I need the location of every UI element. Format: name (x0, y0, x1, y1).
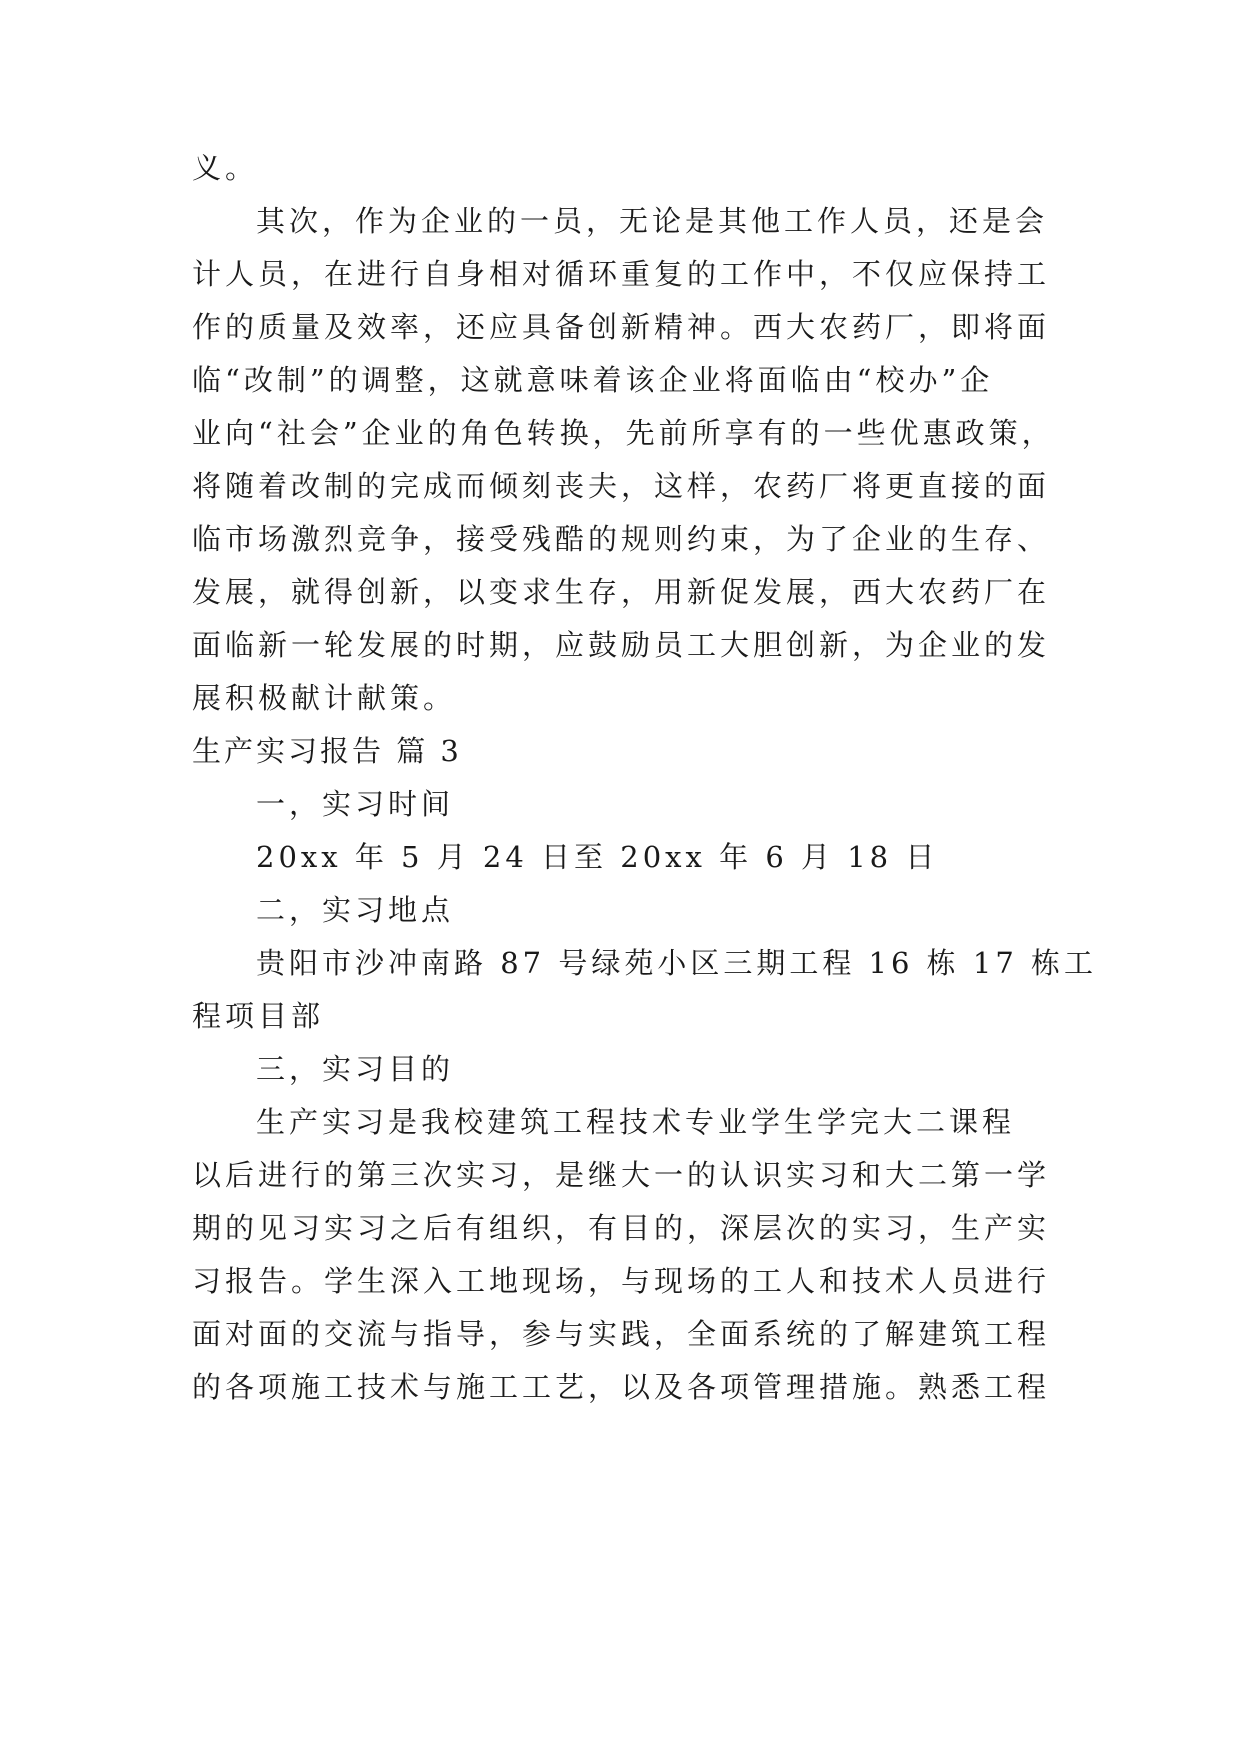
paragraph-line: 计人员，在进行自身相对循环重复的工作中，不仅应保持工 (192, 257, 1051, 291)
item-title: 一，实习时间 (256, 787, 455, 821)
item-text: 贵阳市沙冲南路 87 号绿苑小区三期工程 16 栋 17 栋工 (256, 946, 1098, 980)
item-title: 三，实习目的 (256, 1052, 455, 1086)
paragraph-line: 以后进行的第三次实习，是继大一的认识实习和大二第一学 (192, 1158, 1051, 1192)
paragraph-line: 面对面的交流与指导，参与实践，全面系统的了解建筑工程 (192, 1317, 1051, 1351)
paragraph-line: 生产实习是我校建筑工程技术专业学生学完大二课程 (256, 1105, 1016, 1139)
item-text: 20xx 年 5 月 24 日至 20xx 年 6 月 18 日 (256, 840, 939, 874)
paragraph-line: 作的质量及效率，还应具备创新精神。西大农药厂，即将面 (192, 310, 1051, 344)
paragraph-line: 习报告。学生深入工地现场，与现场的工人和技术人员进行 (192, 1264, 1051, 1298)
paragraph-line: 期的见习实习之后有组织，有目的，深层次的实习，生产实 (192, 1211, 1051, 1245)
section-heading: 生产实习报告 篇 3 (192, 734, 462, 768)
paragraph-line: 义。 (192, 151, 259, 185)
paragraph-line: 展积极献计献策。 (192, 681, 457, 715)
paragraph-line: 其次，作为企业的一员，无论是其他工作人员，还是会 (256, 204, 1049, 238)
paragraph-line: 将随着改制的完成而倾刻丧夫，这样，农药厂将更直接的面 (192, 469, 1051, 503)
item-title: 二，实习地点 (256, 893, 455, 927)
paragraph-line: 的各项施工技术与施工工艺，以及各项管理措施。熟悉工程 (192, 1370, 1051, 1404)
paragraph-line: 发展，就得创新，以变求生存，用新促发展，西大农药厂在 (192, 575, 1051, 609)
paragraph-line: 面临新一轮发展的时期，应鼓励员工大胆创新，为企业的发 (192, 628, 1051, 662)
paragraph-line: 业向“社会”企业的角色转换，先前所享有的一些优惠政策， (192, 416, 1055, 450)
paragraph-line: 临“改制”的调整，这就意味着该企业将面临由“校办”企 (192, 363, 994, 397)
item-text: 程项目部 (192, 999, 325, 1033)
paragraph-line: 临市场激烈竞争，接受残酷的规则约束，为了企业的生存、 (192, 522, 1051, 556)
